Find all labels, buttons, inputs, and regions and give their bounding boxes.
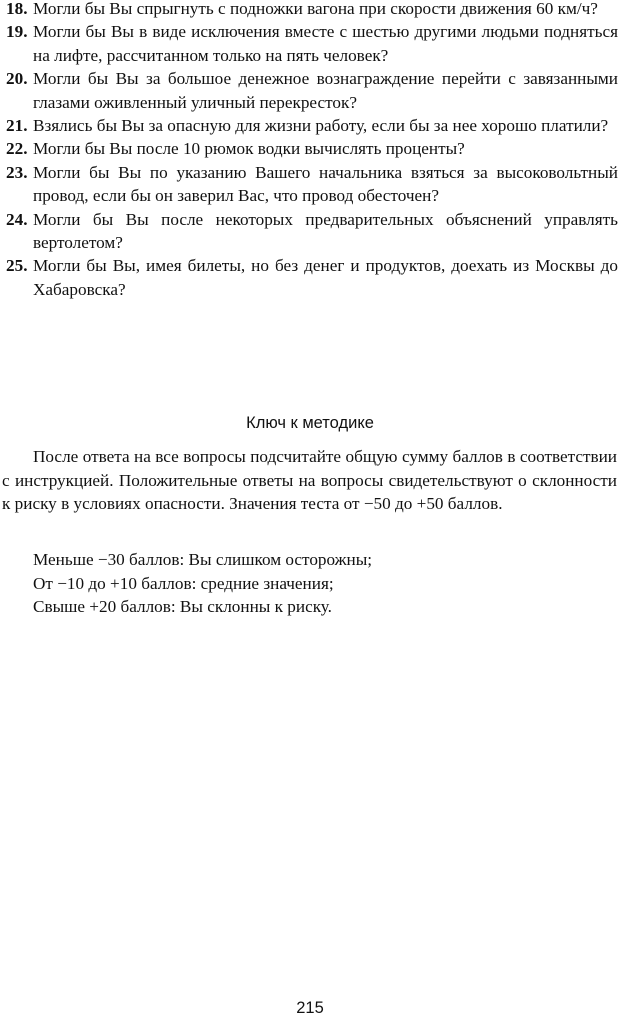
score-interpretation bbox=[33, 548, 613, 619]
question-item bbox=[6, 137, 618, 160]
question-number: 24. bbox=[6, 209, 28, 229]
question-list bbox=[6, 0, 618, 301]
question-number: 21. bbox=[6, 116, 28, 136]
question-item bbox=[6, 67, 618, 114]
score-line: От −10 до +10 баллов: средние значения; bbox=[33, 573, 334, 593]
section-heading: Ключ к методике bbox=[246, 414, 374, 432]
question-text: Взялись бы Вы за опасную для жизни работу, если бы за нее хорошо платили? bbox=[33, 116, 609, 136]
instructions-paragraph: После ответа на все вопросы подсчитайте общую сумму баллов в соответствии с инструкцией. Положительные ответы на вопросы свидетельствуют о склонности к риску в условиях опасности. Значения теста от −50 до +50 баллов. bbox=[2, 447, 617, 513]
question-number: 20. bbox=[6, 69, 28, 89]
question-number: 25. bbox=[6, 256, 28, 276]
score-line: Меньше −30 баллов: Вы слишком осторожны; bbox=[33, 550, 373, 569]
question-item bbox=[6, 161, 618, 208]
score-line: Свыше +20 баллов: Вы склонны к риску. bbox=[33, 597, 332, 616]
question-item bbox=[6, 0, 618, 20]
question-number: 23. bbox=[6, 162, 28, 182]
question-number: 19. bbox=[6, 22, 28, 42]
question-item bbox=[6, 114, 618, 137]
question-text: Могли бы Вы в виде исключения вместе с шестью другими людьми подняться на лифте, рассчитанном только на пять человек? bbox=[33, 22, 618, 65]
question-text: Могли бы Вы за большое денежное вознаграждение перейти с завязанными глазами оживленный уличный перекресток? bbox=[33, 69, 618, 112]
question-text: Могли бы Вы после 10 рюмок водки вычислять проценты? bbox=[33, 139, 465, 159]
question-number: 18. bbox=[6, 0, 28, 18]
question-text: Могли бы Вы, имея билеты, но без денег и продуктов, доехать из Москвы до Хабаровска? bbox=[33, 256, 618, 299]
question-text: Могли бы Вы спрыгнуть с подножки вагона при скорости движения 60 км/ч? bbox=[33, 0, 598, 18]
question-item bbox=[6, 254, 618, 301]
question-text: Могли бы Вы по указанию Вашего начальника взяться за высоковольтный провод, если бы он заверил Вас, что провод обесточен? bbox=[33, 162, 618, 206]
page-number: 215 bbox=[296, 999, 324, 1017]
question-item bbox=[6, 20, 618, 67]
question-item bbox=[6, 208, 618, 255]
question-number: 22. bbox=[6, 139, 28, 159]
question-text: Могли бы Вы после некоторых предварительных объяснений управлять вертолетом? bbox=[33, 209, 618, 253]
